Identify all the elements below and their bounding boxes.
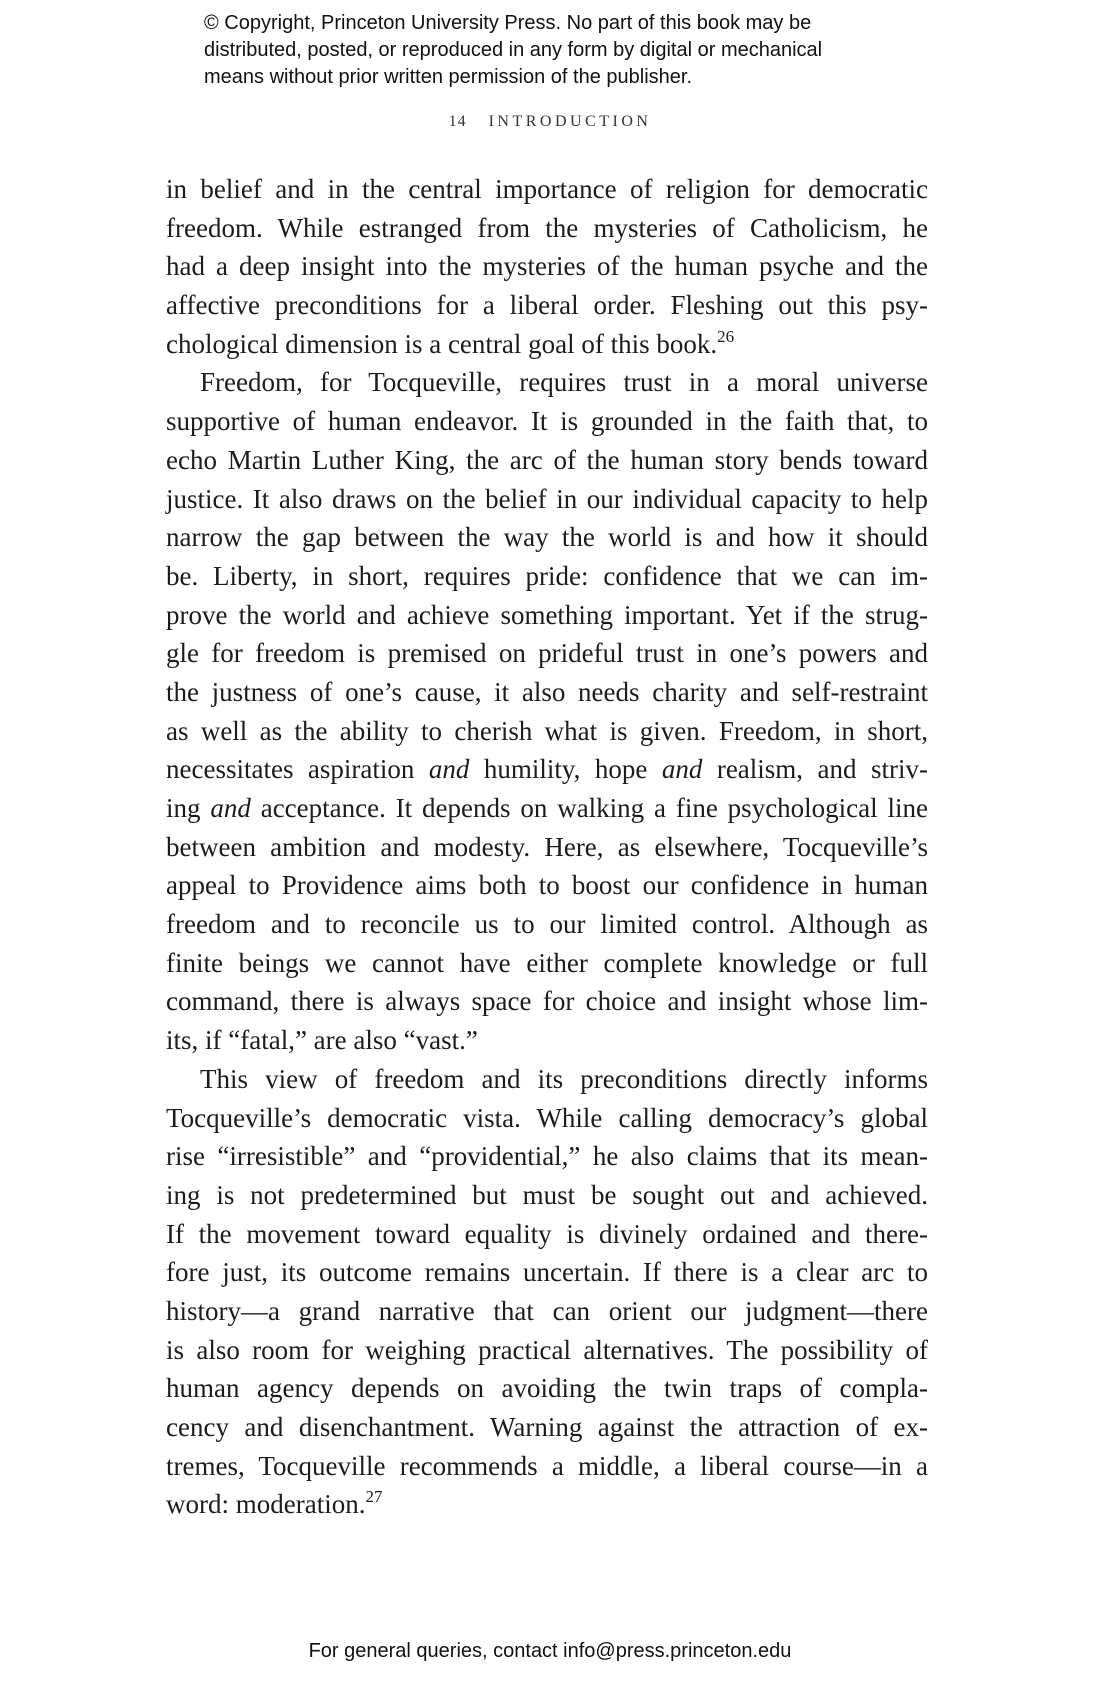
- text-line: cency and disenchantment. Warning against the attraction of ex-: [166, 1412, 928, 1442]
- text-line: rise “irresistible” and “providential,” he also claims that its mean-: [166, 1141, 928, 1172]
- text-line: be. Liberty, in short, requires pride: confidence that we can im-: [166, 560, 928, 591]
- text-line: fore just, its outcome remains uncertain. If there is a clear arc to: [166, 1257, 928, 1288]
- text-line: command, there is always space for choice and insight whose lim-: [166, 986, 928, 1017]
- text-segment: acceptance. It depends on walking a fine psychological line: [250, 793, 928, 823]
- copyright-notice: [204, 10, 924, 91]
- running-head: [0, 113, 1100, 131]
- text-line: [166, 325, 928, 364]
- text-line: supportive of human endeavor. It is grounded in the faith that, to: [166, 406, 928, 437]
- text-line: Tocqueville’s democratic vista. While calling democracy’s global: [166, 1102, 928, 1133]
- text-segment: chological dimension is a central goal of this book.: [166, 328, 718, 359]
- text-line: appeal to Providence aims both to boost our confidence in human: [166, 870, 928, 901]
- footnote-ref[interactable]: 27: [365, 1487, 383, 1507]
- text-line: tremes, Tocqueville recommends a middle, a liberal course—in a: [166, 1450, 928, 1481]
- page-number: 14: [448, 113, 467, 130]
- italic-segment: and: [428, 754, 470, 785]
- text-line: as well as the ability to cherish what is given. Freedom, in short,: [166, 715, 928, 746]
- footnote-ref[interactable]: 26: [717, 326, 735, 346]
- text-line: freedom. While estranged from the mysteries of Catholicism, he: [166, 212, 928, 243]
- text-line: between ambition and modesty. Here, as elsewhere, Tocqueville’s: [166, 831, 928, 862]
- section-title: INTRODUCTION: [488, 113, 652, 130]
- text-line: freedom and to reconcile us to our limited control. Although as: [166, 909, 928, 940]
- text-line: affective preconditions for a liberal order. Fleshing out this psy-: [166, 290, 928, 321]
- text-line: This view of freedom and its preconditions directly informs: [200, 1063, 928, 1094]
- text-line: history—a grand narrative that can orient our judgment—there: [166, 1295, 928, 1326]
- text-line: prove the world and achieve something important. Yet if the strug-: [166, 599, 928, 630]
- text-line: echo Martin Luther King, the arc of the human story bends toward: [166, 444, 928, 475]
- text-line: narrow the gap between the way the world is and how it should: [166, 522, 928, 553]
- text-line: justice. It also draws on the belief in our individual capacity to help: [166, 483, 928, 514]
- copyright-line: © Copyright, Princeton University Press. No part of this book may be: [204, 12, 812, 34]
- text-line: had a deep insight into the mysteries of the human psyche and the: [166, 251, 928, 282]
- text-line: in belief and in the central importance of religion for democratic: [166, 174, 928, 204]
- footer-contact: For general queries, contact info@press.princeton.edu: [308, 1640, 792, 1662]
- text-line: is also room for weighing practical alternatives. The possibility of: [166, 1334, 928, 1365]
- text-segment: necessitates aspiration: [166, 754, 429, 785]
- copyright-line: distributed, posted, or reproduced in any form by digital or mechanical: [204, 39, 823, 61]
- text-line: the justness of one’s cause, it also needs charity and self-restraint: [166, 676, 928, 707]
- text-line: [166, 789, 928, 828]
- text-segment: humility, hope: [469, 754, 662, 785]
- text-line: ing is not predetermined but must be sought out and achieved.: [166, 1179, 928, 1210]
- text-line: [166, 1485, 928, 1524]
- text-segment: word: moderation.: [166, 1489, 366, 1520]
- text-line: its, if “fatal,” are also “vast.”: [166, 1025, 478, 1056]
- text-line: If the movement toward equality is divinely ordained and there-: [166, 1218, 928, 1249]
- text-line: human agency depends on avoiding the twin traps of compla-: [166, 1373, 928, 1404]
- text-line: gle for freedom is premised on prideful trust in one’s powers and: [166, 638, 928, 669]
- copyright-line: means without prior written permission of the publisher.: [204, 66, 693, 88]
- body-text: [166, 170, 928, 1524]
- text-line: finite beings we cannot have either complete knowledge or full: [166, 947, 928, 978]
- italic-segment: and: [210, 793, 251, 823]
- text-segment: realism, and striv-: [702, 754, 928, 785]
- text-line: Freedom, for Tocqueville, requires trust in a moral universe: [200, 367, 928, 398]
- text-line: [166, 750, 928, 789]
- italic-segment: and: [661, 754, 703, 785]
- text-segment: ing: [166, 793, 211, 823]
